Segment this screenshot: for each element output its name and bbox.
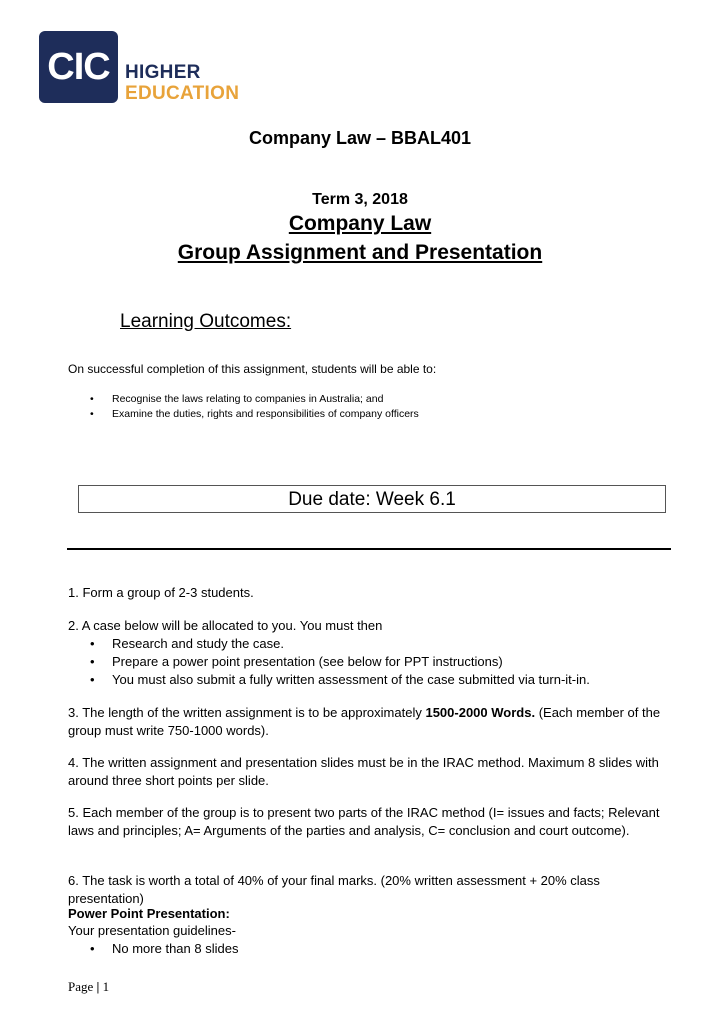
instruction-3: 3. The length of the written assignment is to be approximately 1500-2000 Words. (Each member of the group must write 750-1000 words). <box>68 705 661 738</box>
document-title-line1: Company Law <box>288 212 432 235</box>
instruction-6: 6. The task is worth a total of 40% of your final marks. (20% written assessment + 20% class presentation) <box>68 873 600 906</box>
due-date-box: Due date: Week 6.1 <box>78 485 666 513</box>
page-number: Page | 1 <box>68 979 110 994</box>
logo-education-text: EDUCATION <box>125 83 240 104</box>
horizontal-divider <box>67 548 671 550</box>
bullet-icon: • <box>90 654 95 669</box>
logo-higher-text: HIGHER <box>125 62 201 83</box>
bullet-icon: • <box>90 672 95 687</box>
instruction-5: 5. Each member of the group is to present two parts of the IRAC method (I= issues and facts; Relevant laws and principles; A= Arguments of the parties and analysis, C= conclusion and court outcome). <box>68 805 660 838</box>
instruction-4: 4. The written assignment and presentation slides must be in the IRAC method. Maximum 8 slides with around three short points per slide. <box>68 755 659 788</box>
cic-logo-mark <box>39 31 118 103</box>
bullet-icon: • <box>90 393 94 405</box>
document-title-line2: Group Assignment and Presentation <box>177 241 543 264</box>
word-count-emphasis: 1500-2000 Words. <box>425 705 536 720</box>
bullet-icon: • <box>90 636 95 651</box>
instruction-1: 1. Form a group of 2-3 students. <box>68 585 254 600</box>
learning-outcomes-intro: On successful completion of this assignment, students will be able to: <box>68 362 437 376</box>
ppt-heading: Power Point Presentation: <box>68 906 230 921</box>
course-title: Company Law – BBAL401 <box>248 128 472 148</box>
bullet-icon: • <box>90 408 94 420</box>
ppt-intro: Your presentation guidelines- <box>68 923 236 938</box>
instruction-2: 2. A case below will be allocated to you. You must then <box>68 618 383 633</box>
learning-outcomes-heading: Learning Outcomes: <box>120 311 292 332</box>
bullet-icon: • <box>90 941 95 956</box>
logo-mark-text: CIC <box>47 45 110 88</box>
term-label: Term 3, 2018 <box>312 191 408 208</box>
